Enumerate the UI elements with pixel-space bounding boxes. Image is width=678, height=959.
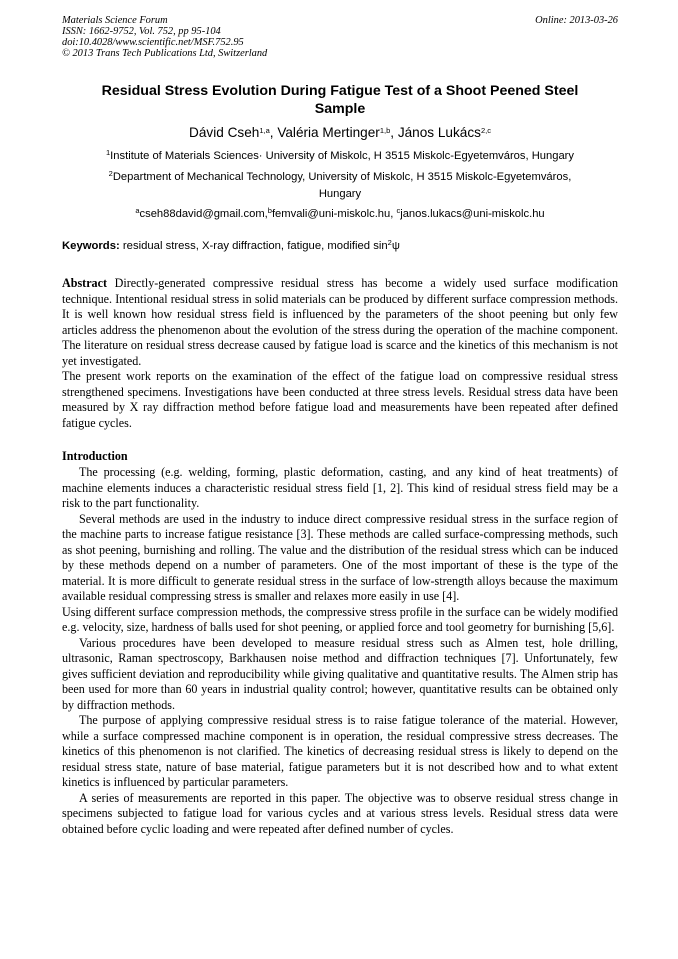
author-name: János Lukács (397, 125, 481, 140)
email-address: cseh88david@gmail.com, (139, 208, 268, 220)
intro-paragraph: Various procedures have been developed to measure residual stress such as Almen test, hole drilling, ultrasonic, Raman spectroscopy, Barkhausen noise method and diffraction techniques [7]. Unfortunately, few gives sufficient deviation and reproducibility while giving qualitative and quantitative results. The Almen strip has been used for more than 60 years in industrial quality control; however, quantitative results can be obtained only by diffraction methods. (62, 635, 618, 712)
author-affil-sup: 1,b (379, 126, 391, 135)
affil-sup: 1 (106, 148, 111, 157)
affil-text: Institute of Materials Sciences· University of Miskolc, H 3515 Miskolc-Egyetemváros, Hungary (110, 150, 574, 162)
affil-sup: 2 (108, 169, 113, 178)
journal-header (62, 15, 618, 59)
email-sup: b (267, 206, 272, 215)
affil-text: Department of Mechanical Technology, University of Miskolc, H 3515 Miskolc-Egyetemváros, (112, 171, 572, 183)
abstract-text: Directly-generated compressive residual stress has become a widely used surface modification technique. Intentional residual stress in solid materials can be produced by different surface compression methods. It is well known how residual stress field is influenced by the parameters of the shoot peening but only few articles address the phenomenon about the evolution of the stress during the operation of the machine component. The literature on residual stress decrease caused by fatigue load is scarce and the kinetics of this mechanism is not yet investigated. (62, 276, 618, 368)
intro-paragraph: Using different surface compression methods, the compressive stress profile in the surface can be widely modified e.g. velocity, size, hardness of balls used for shot peening, or applied force and tool geometry for burnishing [5,6]. (62, 604, 618, 634)
journal-name: Materials Science Forum (62, 15, 168, 26)
email-address: janos.lukacs@uni-miskolc.hu (400, 208, 545, 220)
copyright-line: © 2013 Trans Tech Publications Ltd, Switzerland (62, 48, 268, 59)
intro-paragraph: The purpose of applying compressive residual stress is to raise fatigue tolerance of the material. However, while a surface compressed machine component is in operation, the residual compressive stress decreases. The kinetics of this phenomenon is not clarified. The kinetics of decreasing residual stress is likely to depend on the residual stress state, nature of base material, fatigue parameters but it is not described how and to what extent kinetics is influenced by particular parameters. (62, 713, 618, 789)
doi-line: doi:10.4028/www.scientific.net/MSF.752.95 (62, 37, 244, 48)
author-affil-sup: 1,a (259, 126, 270, 135)
abstract (62, 276, 618, 431)
title-line-1: Residual Stress Evolution During Fatigue Test of a Shoot Peened Steel (101, 83, 579, 99)
author-name: Dávid Cseh (189, 125, 260, 140)
author-affil-sup: 2,c (480, 126, 491, 135)
issn-line: ISSN: 1662-9752, Vol. 752, pp 95-104 (62, 26, 221, 37)
keywords-label: Keywords: (62, 240, 120, 252)
email-sup: c (396, 206, 401, 215)
affiliation-1 (62, 148, 618, 165)
email-sup: a (135, 206, 140, 215)
section-heading-introduction: Introduction (62, 449, 128, 463)
email-address: femvali@uni-miskolc.hu, (271, 208, 397, 220)
title-line-2: Sample (314, 101, 366, 117)
online-date: Online: 2013-03-26 (535, 15, 618, 26)
paper-title (62, 82, 618, 118)
abstract-paragraph-2: The present work reports on the examination of the effect of the fatigue load on compressive residual stress strengthened specimens. Investigations have been conducted at three stress levels. Residual stress data have been measured by X ray diffraction method before fatigue load and measurements have been repeated after defined fatigue cycles. (62, 369, 618, 430)
keywords (62, 238, 618, 255)
keywords-tail: ψ (391, 240, 400, 252)
keywords-sup: 2 (387, 238, 392, 247)
affiliation-2 (62, 169, 618, 203)
intro-paragraph: A series of measurements are reported in this paper. The objective was to observe residual stress change in specimens subjected to fatigue load for various cycles and at various stress levels. Residual stress data were obtained before cyclic loading and were repeated after defined number of cycles. (62, 790, 618, 836)
intro-paragraph: The processing (e.g. welding, forming, plastic deformation, casting, and any kind of heat treatments) of machine elements induces a characteristic residual stress field [1, 2]. This kind of residual stress field may be a risk to the part functionality. (62, 465, 618, 510)
abstract-label: Abstract (62, 276, 108, 290)
keywords-text: residual stress, X-ray diffraction, fatigue, modified sin (119, 240, 388, 252)
email-list (62, 206, 618, 222)
affil-text-cont: Hungary (318, 188, 362, 200)
abstract-paragraph-1 (62, 276, 618, 369)
introduction-body (62, 465, 618, 837)
author-name: Valéria Mertinger (277, 125, 380, 140)
intro-paragraph: Several methods are used in the industry to induce direct compressive residual stress in the surface region of the machine parts to increase fatigue resistance [3]. These methods are called surface-compressing methods, such as shot peening, burnishing and rolling. The value and the distribution of the residual stress which can be induced by these methods depend on a number of parameters. One of the most important of these is the type of the material. It is more difficult to generate residual stress in the surface of low-strength alloys because the maximum available residual compressing stress is smaller and relaxes more easily in use [4]. (62, 511, 618, 603)
author-list: Dávid Cseh$^{1,a}$, Valéria Mertinger$^{1,b}$, János Lukács$^{2,c}$ (189, 125, 491, 140)
